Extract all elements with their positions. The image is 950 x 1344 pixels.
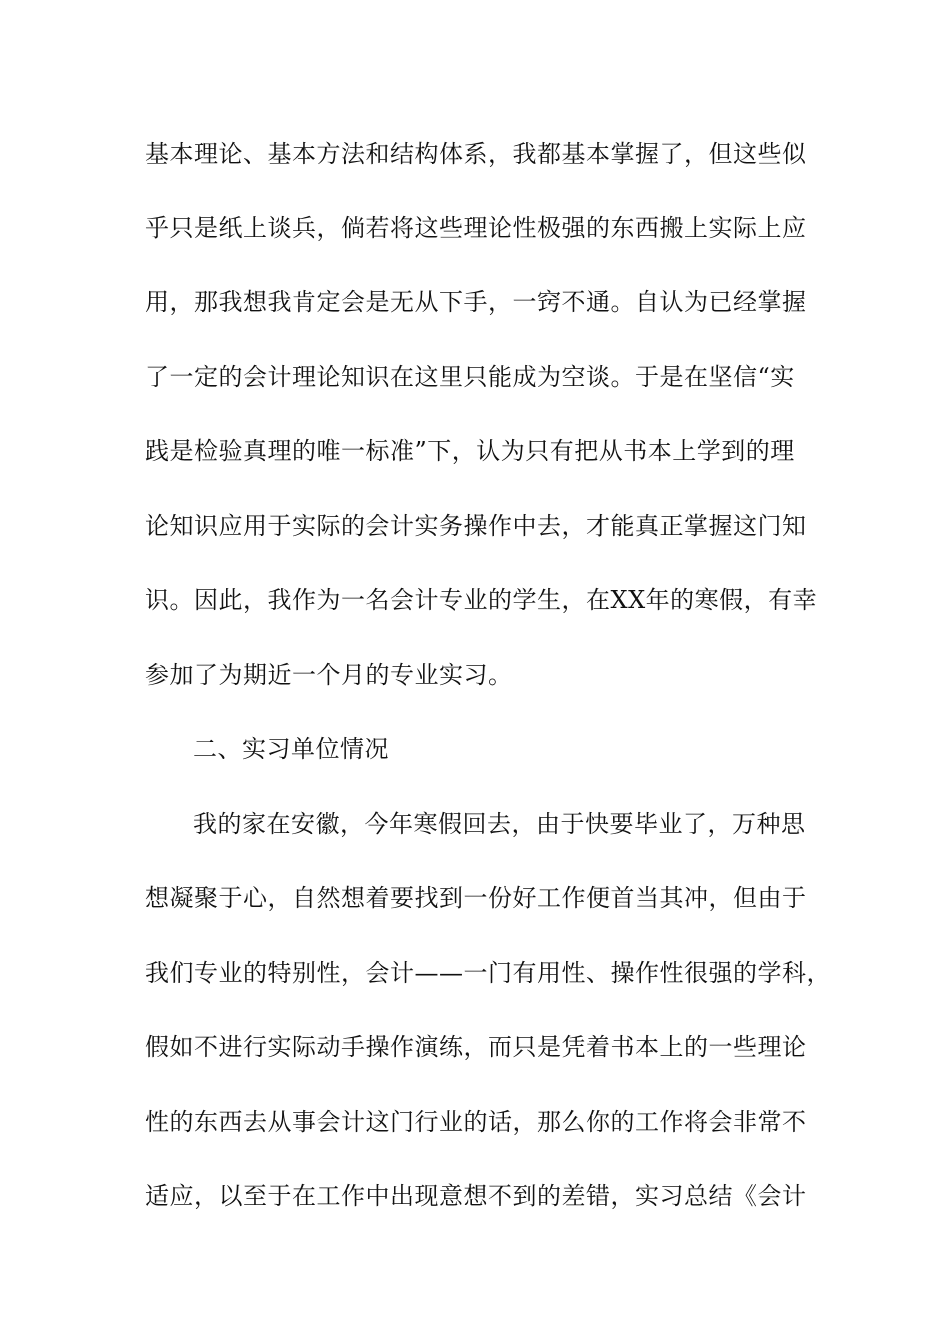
- paragraph-line: 了一定的会计理论知识在这里只能成为空谈。于是在坚信“实: [145, 363, 795, 391]
- paragraph-line: 参加了为期近一个月的专业实习。: [145, 661, 513, 689]
- paragraph-line: 践是检验真理的唯一标准”下，认为只有把从书本上学到的理: [145, 437, 795, 465]
- paragraph-line: 乎只是纸上谈兵，倘若将这些理论性极强的东西搬上实际上应: [145, 214, 807, 242]
- paragraph-line: 用，那我想我肯定会是无从下手，一窍不通。自认为已经掌握: [145, 288, 807, 316]
- paragraph-line: 假如不进行实际动手操作演练，而只是凭着书本上的一些理论: [145, 1033, 807, 1061]
- paragraph-line: 想凝聚于心，自然想着要找到一份好工作便首当其冲，但由于: [145, 884, 807, 912]
- paragraph-line: 我的家在安徽，今年寒假回去，由于快要毕业了，万种思: [193, 810, 806, 838]
- paragraph-line: 论知识应用于实际的会计实务操作中去，才能真正掌握这门知: [145, 512, 807, 540]
- paragraph-line: 我们专业的特别性，会计——一门有用性、操作性很强的学科，: [145, 959, 831, 987]
- paragraph-line: 基本理论、基本方法和结构体系，我都基本掌握了，但这些似: [145, 140, 807, 168]
- section-heading: 二、实习单位情况: [193, 735, 389, 763]
- paragraph-line: 适应，以至于在工作中出现意想不到的差错，实习总结《会计: [145, 1182, 807, 1210]
- paragraph-line: 识。因此，我作为一名会计专业的学生，在XX年的寒假，有幸: [145, 586, 818, 614]
- paragraph-line: 性的东西去从事会计这门行业的话，那么你的工作将会非常不: [145, 1108, 807, 1136]
